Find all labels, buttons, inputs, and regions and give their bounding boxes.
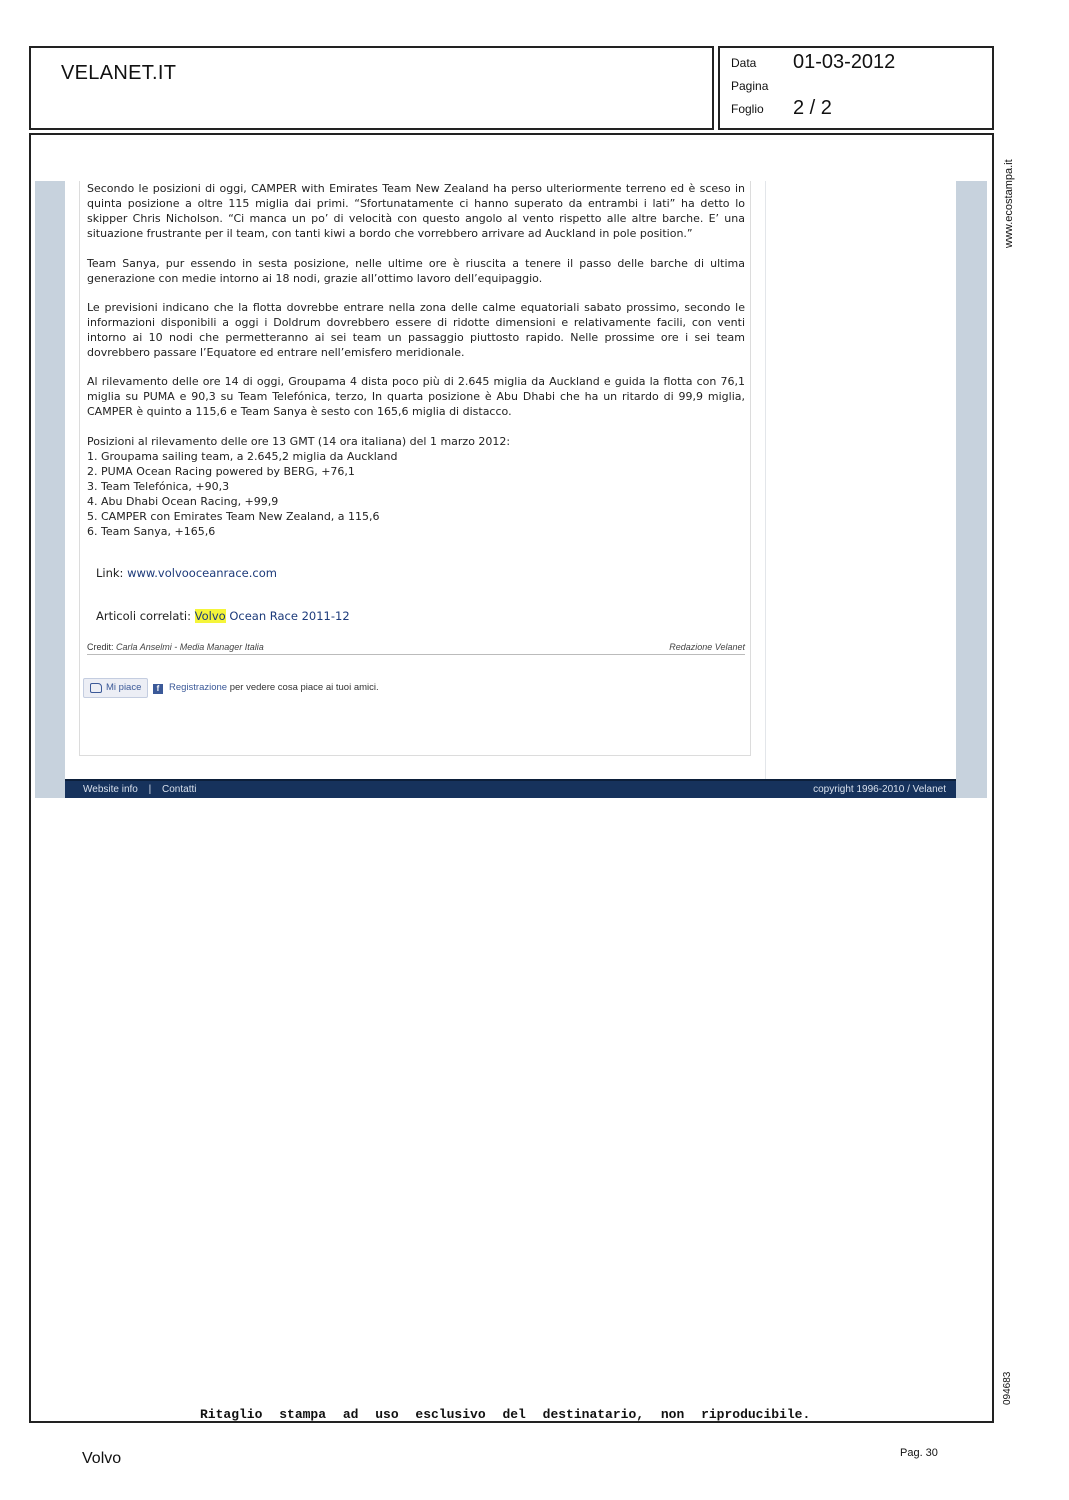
list-item: 5. CAMPER con Emirates Team New Zealand, a 115,6 [87, 510, 380, 523]
credit-editor: Redazione Velanet [669, 642, 745, 652]
facebook-prompt-text: per vedere cosa piace ai tuoi amici. [227, 682, 379, 693]
side-url: www.ecostampa.it [1003, 159, 1015, 248]
web-page [65, 181, 956, 795]
site-footer-bar [65, 779, 956, 798]
article-paragraph: Al rilevamento delle ore 14 di oggi, Groupama 4 dista poco più di 2.645 miglia da Auckland e guida la flotta con 76,1 miglia su PUMA e 90,3 su Team Telefónica, terzo, In quarta posizione è Abu Dhabi che ha un ritardo di 99,9 miglia, CAMPER è quinto a 115,6 e Team Sanya è sesto con 165,6 miglia di distacco. [87, 375, 745, 418]
header-publication-box [29, 46, 714, 130]
date-label: Data [731, 56, 757, 70]
footer-keyword: Volvo [82, 1450, 122, 1467]
related-article-title: Ocean Race 2011-12 [225, 609, 350, 623]
disclaimer: Ritaglio stampa ad uso esclusivo del destinatario, non riproducibile. [200, 1407, 811, 1422]
positions-heading: Posizioni al rilevamento delle ore 13 GMT (14 ora italiana) del 1 marzo 2012: [87, 435, 511, 448]
right-column-divider [765, 181, 766, 779]
website-info-link[interactable]: Website info [83, 784, 138, 795]
positions-list [87, 434, 745, 539]
page-number: Pag. 30 [900, 1447, 938, 1459]
footer-separator: | [148, 784, 152, 795]
publication-name: VELANET.IT [61, 62, 177, 84]
related-row [96, 609, 350, 623]
web-clipping [35, 181, 987, 798]
side-code: 094683 [1002, 1371, 1013, 1405]
credit-author: Carla Anselmi - Media Manager Italia [116, 642, 264, 652]
article-paragraph: Team Sanya, pur essendo in sesta posizione, nelle ultime ore è riuscita a tenere il passo delle barche di ultima generazione con medie intorno ai 18 nodi, grazie all’ottimo lavoro dell’equipaggio. [87, 257, 745, 285]
credit-line [87, 642, 745, 655]
list-item: 3. Team Telefónica, +90,3 [87, 480, 230, 493]
link-row [96, 566, 277, 580]
list-item: 6. Team Sanya, +165,6 [87, 525, 216, 538]
related-article-link[interactable] [195, 609, 350, 623]
copyright-text: copyright 1996-2010 / Velanet [813, 784, 946, 795]
thumbs-up-icon [90, 683, 102, 693]
list-item: 4. Abu Dhabi Ocean Racing, +99,9 [87, 495, 279, 508]
article-body [79, 181, 751, 756]
list-item: 1. Groupama sailing team, a 2.645,2 miglia da Auckland [87, 450, 398, 463]
facebook-login-prompt [153, 682, 379, 694]
article-paragraph: Secondo le posizioni di oggi, CAMPER with Emirates Team New Zealand ha perso ulteriormente terreno ed è sceso in quinta posizione a oltre 115 miglia dai primi. “Sfortunatamente ci hanno superato da entrambi i lati” ha detto lo skipper Chris Nicholson. “Ci manca un po’ di velocità con questo angolo al vento rispetto alle altre barche. E’ una situazione frustrante per il team, con tanti kiwi a bordo che vorrebbero arrivare ad Auckland in pole position.” [87, 182, 745, 240]
related-label: Articoli correlati: [96, 609, 191, 623]
date-value: 01-03-2012 [793, 51, 896, 73]
like-button[interactable] [83, 678, 148, 698]
page-label: Pagina [731, 79, 769, 93]
facebook-icon: f [153, 684, 163, 694]
registration-link[interactable]: Registrazione [169, 682, 228, 693]
header-info-box [718, 46, 994, 130]
sheet-label: Foglio [731, 102, 764, 116]
contacts-link[interactable]: Contatti [162, 784, 197, 795]
like-label: Mi piace [106, 682, 142, 693]
article-paragraph: Le previsioni indicano che la flotta dovrebbe entrare nella zona delle calme equatoriali sabato prossimo, secondo le informazioni disponibili a oggi i Doldrum dovrebbero essere di ridotte dimensioni e relativamente facili, con venti intorno ai 10 nodi che permetteranno ai sei team un passaggio piuttosto rapido. Nelle prossime ore i sei team dovrebbero passare l’Equatore ed entrare nell’emisfero meridionale. [87, 301, 745, 359]
sheet-value: 2 / 2 [793, 97, 832, 119]
volvo-ocean-race-link[interactable]: www.volvooceanrace.com [127, 566, 277, 580]
list-item: 2. PUMA Ocean Racing powered by BERG, +76,1 [87, 465, 355, 478]
highlight-volvo: Volvo [194, 609, 226, 623]
credit-label: Credit: [87, 642, 114, 652]
link-label: Link: [96, 566, 124, 580]
